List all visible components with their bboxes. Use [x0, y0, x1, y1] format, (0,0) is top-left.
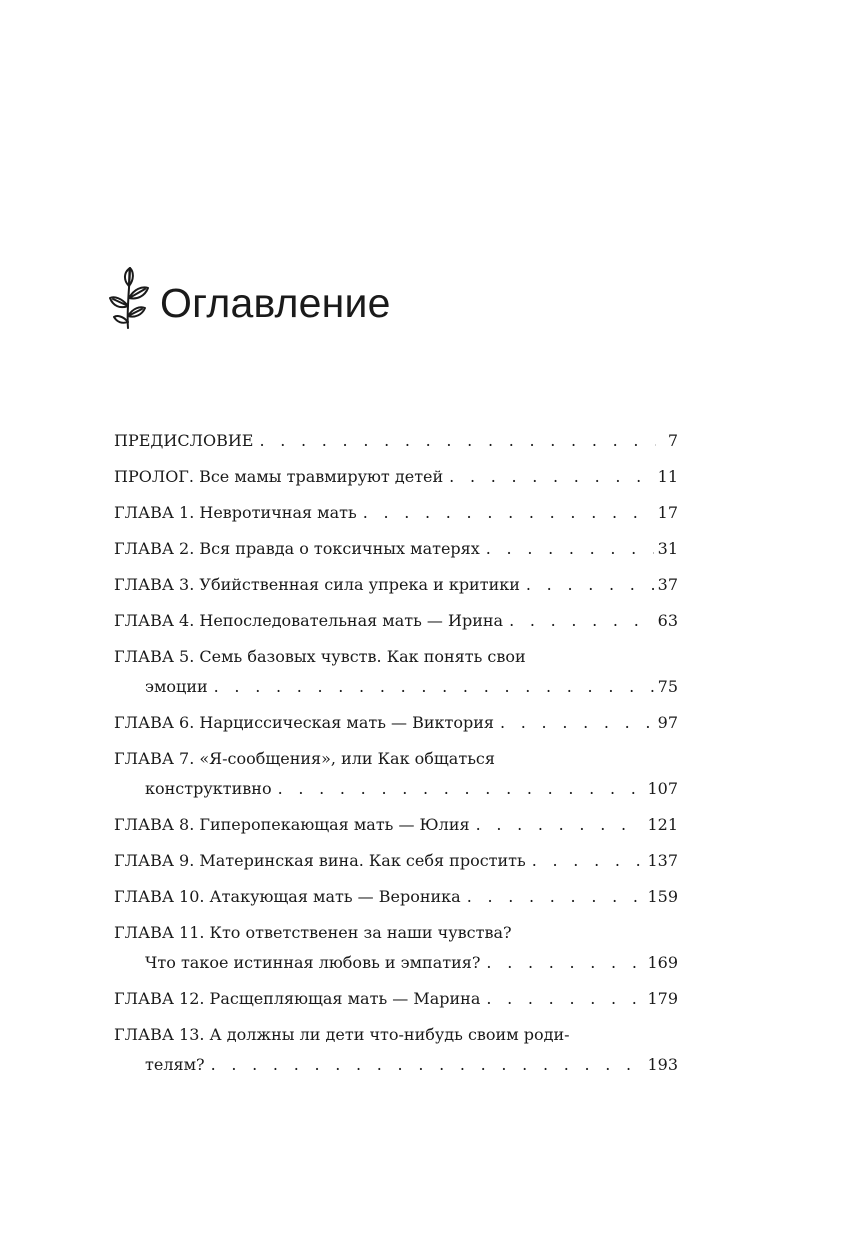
toc-entry-label: ПРЕДИСЛОВИЕ — [114, 431, 254, 450]
toc-page-number: 37 — [657, 575, 678, 594]
toc-entry-label: ГЛАВА 3. Убийственная сила упрека и критики — [114, 575, 520, 594]
toc-page-number: 31 — [657, 539, 678, 558]
toc-dot-leader — [467, 884, 644, 910]
toc-heading — [108, 262, 391, 330]
toc-entry-label: Что такое истинная любовь и эмпатия? — [145, 953, 481, 972]
toc-entry[interactable] — [114, 848, 678, 874]
toc-entry-label: ГЛАВА 6. Нарциссическая мать — Виктория — [114, 713, 494, 732]
toc-entry-line — [114, 848, 678, 874]
toc-dot-leader — [526, 572, 654, 598]
toc-entry-line — [114, 500, 678, 526]
toc-entry-line — [114, 608, 678, 634]
toc-page-number: 97 — [657, 713, 678, 732]
toc-entry-line — [114, 884, 678, 910]
toc-page-number: 11 — [657, 467, 678, 486]
toc-entry[interactable] — [114, 710, 678, 736]
toc-entry-line — [114, 464, 678, 490]
toc-entry-label: ГЛАВА 8. Гиперопекающая мать — Юлия — [114, 815, 470, 834]
toc-page-number: 193 — [647, 1055, 678, 1074]
toc-entry[interactable] — [114, 500, 678, 526]
toc-entry[interactable] — [114, 920, 678, 976]
toc-entry-label: эмоции — [145, 677, 208, 696]
toc-entry[interactable] — [114, 986, 678, 1012]
toc-entry-label: ГЛАВА 7. «Я-сообщения», или Как общаться — [114, 749, 495, 768]
toc-entry[interactable] — [114, 644, 678, 700]
toc-entry-line — [114, 1022, 678, 1048]
toc-dot-leader — [214, 674, 654, 700]
toc-entry-line — [114, 986, 678, 1012]
toc-entry-label: ГЛАВА 11. Кто ответственен за наши чувства? — [114, 923, 512, 942]
toc-dot-leader — [509, 608, 654, 634]
toc-dot-leader — [363, 500, 654, 526]
toc-entry[interactable] — [114, 608, 678, 634]
toc-page-number: 75 — [657, 677, 678, 696]
toc-page-number: 179 — [647, 989, 678, 1008]
toc-entry[interactable] — [114, 746, 678, 802]
table-of-contents — [114, 428, 678, 1088]
toc-entry[interactable] — [114, 1022, 678, 1078]
toc-entry-label: ГЛАВА 9. Материнская вина. Как себя простить — [114, 851, 526, 870]
toc-entry-label: ГЛАВА 10. Атакующая мать — Вероника — [114, 887, 461, 906]
leaf-sprig-icon — [108, 262, 152, 330]
toc-entry[interactable] — [114, 812, 678, 838]
toc-dot-leader — [486, 950, 643, 976]
toc-entry[interactable] — [114, 884, 678, 910]
toc-entry-label: телям? — [145, 1055, 205, 1074]
toc-dot-leader — [476, 812, 644, 838]
page-title: Оглавление — [160, 280, 391, 326]
toc-page-number: 169 — [647, 953, 678, 972]
toc-page-number: 137 — [647, 851, 678, 870]
toc-entry-label: ГЛАВА 13. А должны ли дети что-нибудь своим роди- — [114, 1025, 570, 1044]
toc-entry[interactable] — [114, 428, 678, 454]
toc-page-number: 17 — [657, 503, 678, 522]
toc-entry-line — [114, 710, 678, 736]
toc-entry-line — [114, 746, 678, 772]
toc-dot-leader — [486, 536, 654, 562]
toc-entry-line — [114, 920, 678, 946]
toc-entry-line — [114, 812, 678, 838]
toc-entry[interactable] — [114, 536, 678, 562]
toc-entry-line — [114, 674, 678, 700]
toc-dot-leader — [449, 464, 653, 490]
toc-entry-line — [114, 428, 678, 454]
toc-dot-leader — [500, 710, 654, 736]
toc-dot-leader — [211, 1052, 644, 1078]
toc-entry-label: ГЛАВА 2. Вся правда о токсичных матерях — [114, 539, 480, 558]
toc-entry-label: ГЛАВА 12. Расщепляющая мать — Марина — [114, 989, 481, 1008]
toc-dot-leader — [532, 848, 644, 874]
toc-dot-leader — [259, 428, 656, 454]
toc-entry-line — [114, 572, 678, 598]
toc-page-number: 159 — [647, 887, 678, 906]
toc-entry[interactable] — [114, 572, 678, 598]
toc-entry[interactable] — [114, 464, 678, 490]
toc-page-number: 63 — [657, 611, 678, 630]
toc-page-number: 7 — [667, 431, 678, 450]
toc-page-number: 121 — [647, 815, 678, 834]
toc-dot-leader — [278, 776, 644, 802]
toc-entry-line — [114, 776, 678, 802]
toc-dot-leader — [486, 986, 643, 1012]
toc-entry-label: ГЛАВА 1. Невротичная мать — [114, 503, 357, 522]
toc-entry-line — [114, 950, 678, 976]
toc-page-number: 107 — [647, 779, 678, 798]
toc-entry-label: ГЛАВА 5. Семь базовых чувств. Как понять свои — [114, 647, 526, 666]
toc-entry-line — [114, 644, 678, 670]
toc-entry-label: ГЛАВА 4. Непоследовательная мать — Ирина — [114, 611, 504, 630]
toc-entry-label: ПРОЛОГ. Все мамы травмируют детей — [114, 467, 444, 486]
toc-entry-label: конструктивно — [145, 779, 272, 798]
toc-entry-line — [114, 1052, 678, 1078]
toc-entry-line — [114, 536, 678, 562]
